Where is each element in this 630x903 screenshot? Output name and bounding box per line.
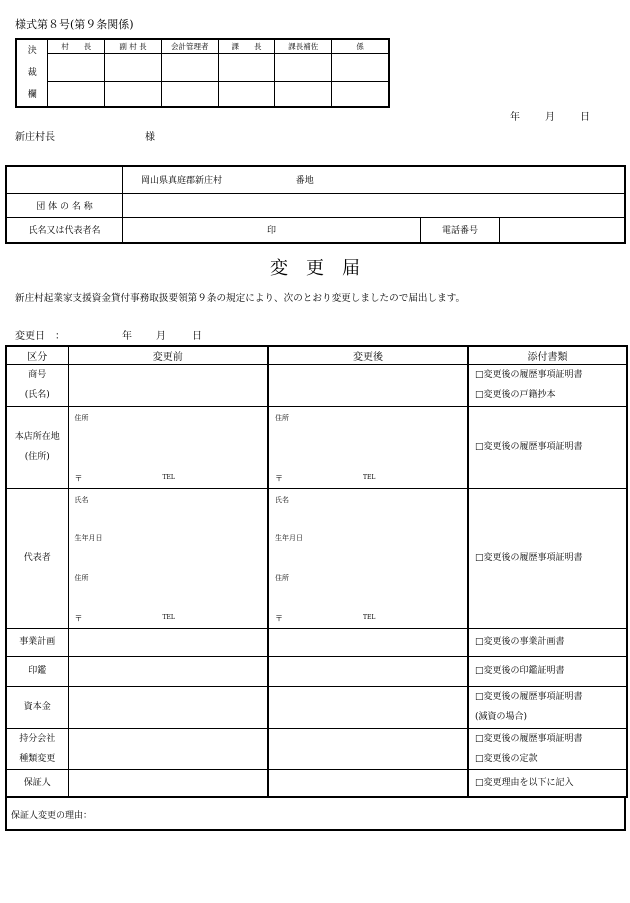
address-banchi: 番地 (295, 176, 314, 187)
postal-mark: 〒 (74, 473, 83, 483)
date-month: 月 (545, 112, 555, 123)
category-head-office: 本店所在地 (住所) (6, 406, 68, 488)
approval-stamp-box[interactable] (275, 54, 332, 82)
date-year: 年 (510, 112, 520, 123)
change-date-day: 日 (192, 331, 202, 342)
approval-role-accountant: 会計管理者 (161, 39, 218, 54)
approval-table (15, 38, 390, 108)
tel-label: TEL (363, 613, 376, 621)
row-trade-name (6, 364, 627, 406)
category-guarantor: 保証人 (6, 769, 68, 797)
category-trade-name: 商号 (氏名) (6, 364, 68, 406)
guarantor-reason-label: 保証人変更の理由： (11, 811, 93, 821)
phone-label: 電話番号 (421, 217, 500, 243)
change-table (5, 345, 628, 798)
rep-name-field[interactable] (123, 217, 421, 243)
header-after: 変更後 (268, 346, 468, 364)
category-business-plan: 事業計画 (6, 628, 68, 656)
name-label: 氏名 (275, 495, 289, 504)
postal-mark: 〒 (275, 473, 283, 483)
after-field[interactable] (268, 686, 468, 728)
change-date-label: 変更日 ： (15, 331, 65, 342)
addressee-name: 新庄村長 (15, 132, 55, 143)
attachments-seal[interactable]: □変更後の印鑑証明書 (468, 656, 627, 686)
approval-stamp-box[interactable] (275, 82, 332, 108)
before-field[interactable] (68, 406, 268, 488)
seal-mark: 印 (266, 226, 276, 237)
before-field[interactable] (68, 656, 268, 686)
approval-role-deputy: 副 村 長 (105, 39, 162, 54)
approval-role-assistant: 課長補佐 (275, 39, 332, 54)
birth-label: 生年月日 (275, 533, 303, 542)
name-label: 氏名 (74, 495, 89, 504)
attachments-capital[interactable]: □変更後の履歴事項証明書 (減資の場合) (468, 686, 627, 728)
birth-label: 生年月日 (74, 533, 103, 542)
attachments-trade-name[interactable]: □変更後の履歴事項証明書 □変更後の戸籍抄本 (468, 364, 627, 406)
after-field[interactable] (268, 364, 468, 406)
phone-field[interactable] (500, 217, 626, 243)
approval-role-chief: 課 長 (218, 39, 275, 54)
approval-stamp-box[interactable] (332, 82, 389, 108)
postal-mark: 〒 (74, 613, 83, 623)
before-field[interactable] (68, 686, 268, 728)
postal-mark: 〒 (275, 613, 283, 623)
row-business-plan (6, 628, 627, 656)
approval-role-mayor: 村 長 (48, 39, 105, 54)
header-before: 変更前 (68, 346, 268, 364)
guarantor-reason-box[interactable] (5, 797, 626, 831)
approval-stamp-box[interactable] (218, 82, 275, 108)
after-field[interactable] (268, 728, 468, 769)
tel-label: TEL (363, 473, 376, 481)
attachments-representative[interactable]: □変更後の履歴事項証明書 (468, 488, 627, 628)
applicant-address-cell[interactable] (123, 166, 626, 193)
approval-role-staff: 係 (332, 39, 389, 54)
applicant-table (5, 165, 626, 244)
rep-name-label: 氏名又は代表者名 (6, 217, 123, 243)
before-field[interactable] (68, 728, 268, 769)
row-representative (6, 488, 627, 628)
category-capital: 資本金 (6, 686, 68, 728)
intro-text: 新庄村起業家支援資金貸付事務取扱要領第９条の規定により、次のとおり変更しましたので届出します。 (15, 293, 466, 304)
attachments-business-plan[interactable]: □変更後の事業計画書 (468, 628, 627, 656)
address-label: 住所 (74, 573, 89, 582)
category-company-type: 持分会社 種類変更 (6, 728, 68, 769)
approval-stamp-box[interactable] (105, 54, 162, 82)
tel-label: TEL (162, 473, 175, 481)
attachments-company-type[interactable]: □変更後の履歴事項証明書 □変更後の定款 (468, 728, 627, 769)
after-field[interactable] (268, 406, 468, 488)
before-field[interactable] (68, 769, 268, 797)
after-field[interactable] (268, 769, 468, 797)
approval-stamp-box[interactable] (161, 54, 218, 82)
change-date-month: 月 (156, 331, 166, 342)
after-field[interactable] (268, 656, 468, 686)
org-name-field[interactable] (123, 193, 626, 217)
approval-stamp-box[interactable] (105, 82, 162, 108)
category-seal: 印鑑 (6, 656, 68, 686)
attachments-head-office[interactable]: □変更後の履歴事項証明書 (468, 406, 627, 488)
header-attachments: 添付書類 (468, 346, 627, 364)
approval-side-label: 決 裁 欄 (16, 39, 48, 107)
before-field[interactable] (68, 364, 268, 406)
address-label: 住所 (275, 413, 289, 422)
row-guarantor (6, 769, 627, 797)
date-day: 日 (580, 112, 590, 123)
address-prefix: 岡山県真庭郡新庄村 (141, 176, 223, 187)
applicant-address-label-cell (6, 166, 123, 193)
before-field[interactable] (68, 488, 268, 628)
category-representative: 代表者 (6, 488, 68, 628)
address-label: 住所 (74, 413, 89, 422)
form-number: 様式第８号(第９条関係) (15, 18, 134, 31)
address-label: 住所 (275, 573, 289, 582)
attachments-guarantor[interactable]: □変更理由を以下に記入 (468, 769, 627, 797)
change-date-year: 年 (122, 331, 132, 342)
approval-stamp-box[interactable] (161, 82, 218, 108)
approval-stamp-box[interactable] (48, 82, 105, 108)
header-category: 区分 (6, 346, 68, 364)
row-capital (6, 686, 627, 728)
approval-stamp-box[interactable] (218, 54, 275, 82)
row-company-type (6, 728, 627, 769)
addressee-honorific: 様 (145, 132, 155, 143)
approval-stamp-box[interactable] (48, 54, 105, 82)
tel-label: TEL (162, 613, 175, 621)
after-field[interactable] (268, 628, 468, 656)
row-head-office (6, 406, 627, 488)
row-seal (6, 656, 627, 686)
org-name-label: 団 体 の 名 称 (6, 193, 123, 217)
after-field[interactable] (268, 488, 468, 628)
approval-stamp-box[interactable] (332, 54, 389, 82)
before-field[interactable] (68, 628, 268, 656)
page-title: 変 更 届 (270, 258, 360, 279)
